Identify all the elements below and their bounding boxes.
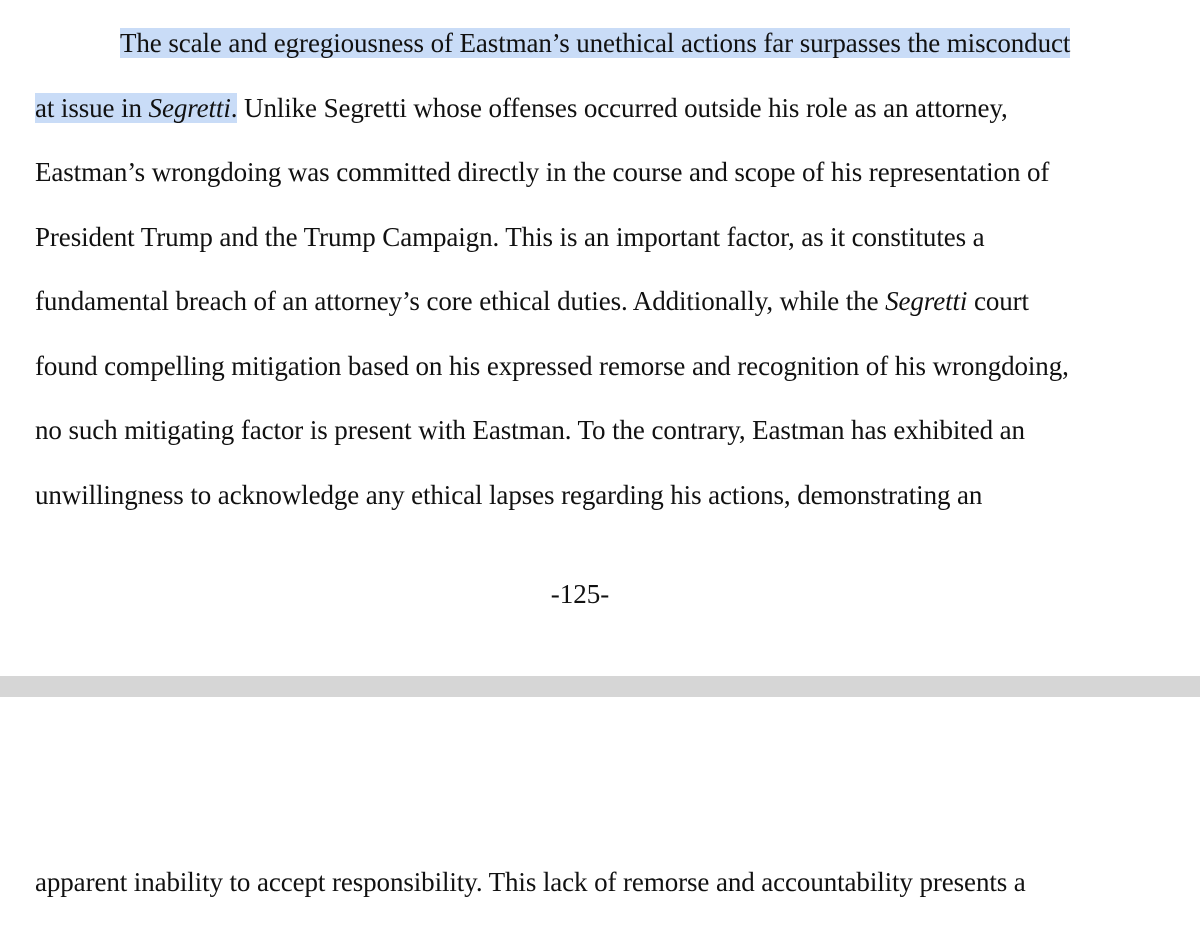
page-separator — [0, 676, 1200, 697]
text-run: Eastman’s wrongdoing was committed directly in the course and scope of his representation of — [35, 157, 1050, 187]
text-run: unwillingness to acknowledge any ethical lapses regarding his actions, demonstrating an — [35, 480, 983, 510]
text-run: Unlike Segretti whose offenses occurred outside his role as an attorney, — [237, 93, 1008, 123]
text-run: fundamental breach of an attorney’s core ethical duties. Additionally, while the — [35, 286, 886, 316]
paragraph-line-7[interactable] — [35, 413, 1025, 447]
paragraph-line-4[interactable] — [35, 220, 985, 254]
text-run: court — [967, 286, 1029, 316]
paragraph-line-2[interactable] — [35, 91, 1008, 125]
page-number: -125- — [550, 579, 610, 609]
paragraph-line-8[interactable] — [35, 478, 982, 512]
paragraph-line-1[interactable] — [120, 26, 1070, 60]
text-run: President Trump and the Trump Campaign. This is an important factor, as it constitutes a — [35, 222, 985, 252]
selected-text[interactable]: The scale and egregiousness of Eastman’s unethical actions far surpasses the misconduct — [120, 28, 1071, 58]
selected-text[interactable]: at issue in Segretti. — [35, 93, 238, 123]
case-name-italic: Segretti — [148, 93, 231, 123]
paragraph-line-9[interactable] — [35, 865, 1026, 899]
paragraph-line-6[interactable] — [35, 349, 1069, 383]
text-run: found compelling mitigation based on his expressed remorse and recognition of his wrongdoing, — [35, 351, 1069, 381]
text-run: apparent inability to accept responsibility. This lack of remorse and accountability presents a — [35, 867, 1026, 897]
paragraph-line-3[interactable] — [35, 155, 1049, 189]
paragraph-line-5[interactable] — [35, 284, 1029, 318]
document-page-126 — [0, 697, 1200, 932]
case-name-italic: Segretti — [885, 286, 968, 316]
text-run: no such mitigating factor is present with Eastman. To the contrary, Eastman has exhibited an — [35, 415, 1025, 445]
